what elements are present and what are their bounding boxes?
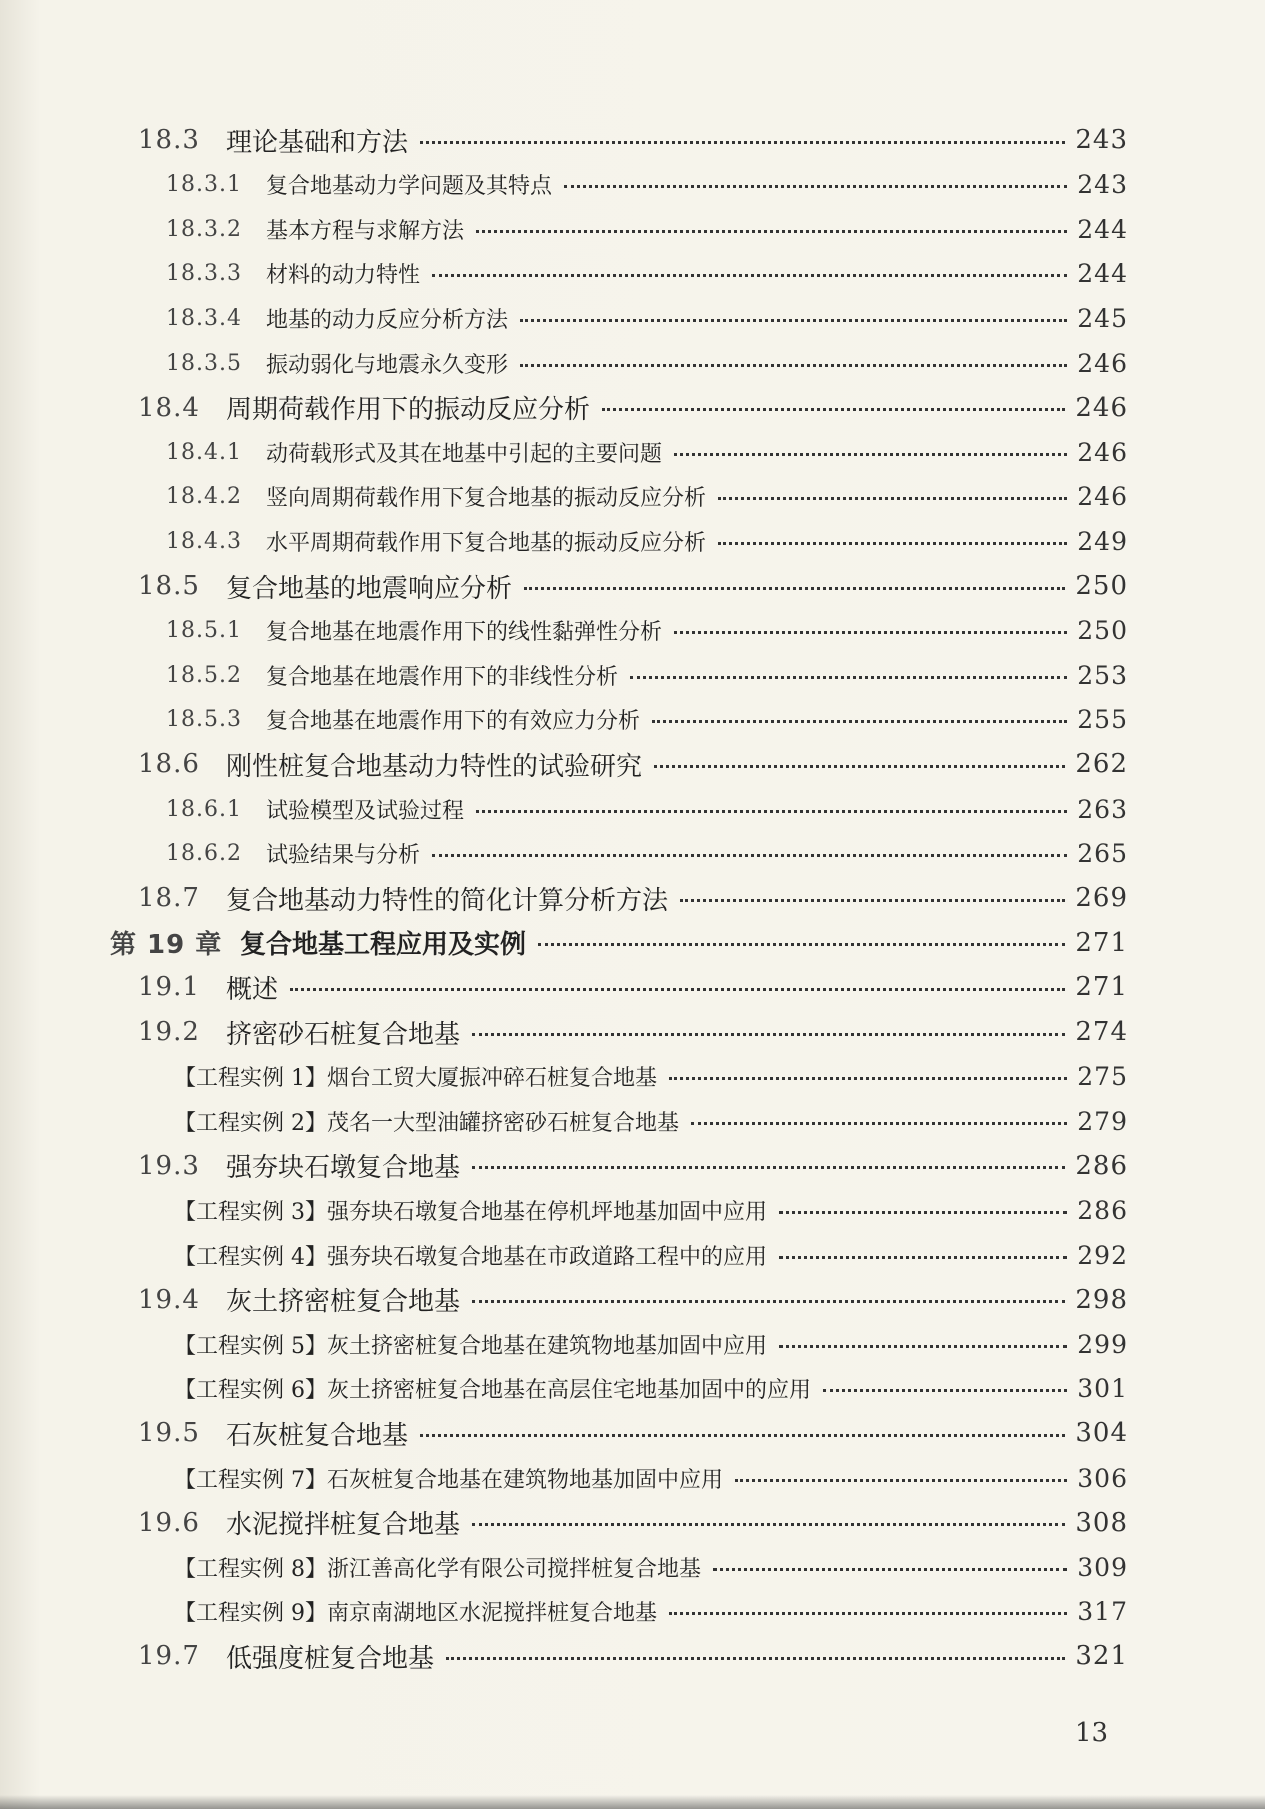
toc-page-number: 250 (1075, 571, 1128, 601)
toc-entry (166, 655, 1128, 695)
toc-section-title: 挤密砂石桩复合地基 (226, 1019, 461, 1050)
toc-section-number: 18.6 (138, 749, 200, 780)
toc-leader-dots (564, 185, 1067, 188)
toc-leader-dots (718, 542, 1067, 545)
toc-entry (166, 298, 1128, 338)
toc-section-number: 18.3 (138, 125, 200, 155)
toc-leader-dots (674, 631, 1067, 634)
toc-section-title: 浙江善高化学有限公司搅拌桩复合地基 (327, 1556, 702, 1582)
toc-section-number: 18.4 (138, 392, 200, 423)
toc-section-number: 18.6.2 (166, 841, 242, 867)
toc-section-title: 强夯块石墩复合地基 (226, 1153, 461, 1184)
toc-entry (138, 967, 1128, 1007)
toc-page-number: 301 (1077, 1374, 1128, 1404)
toc-page-number: 246 (1077, 348, 1128, 378)
toc-page-number: 298 (1075, 1284, 1128, 1315)
toc-section-number: 19.4 (138, 1284, 200, 1315)
toc-page-number: 321 (1075, 1641, 1128, 1672)
toc-leader-dots (779, 1256, 1067, 1259)
toc-section-number: 18.5.3 (166, 707, 242, 733)
toc-leader-dots (674, 453, 1067, 456)
toc-leader-dots (779, 1345, 1067, 1348)
toc-section-number: 18.4.1 (166, 439, 242, 465)
toc-section-number: 18.3.5 (166, 350, 242, 376)
toc-entry (138, 1146, 1128, 1186)
toc-section-title: 复合地基在地震作用下的线性黏弹性分析 (266, 620, 663, 646)
toc-leader-dots (472, 1523, 1065, 1526)
toc-entry (166, 700, 1128, 740)
toc-section-number: 18.6.1 (166, 796, 242, 822)
toc-example-tag: 【工程实例 6】 (174, 1378, 327, 1404)
toc-page-number: 279 (1077, 1106, 1128, 1136)
toc-leader-dots (420, 1434, 1065, 1437)
toc-page-number: 269 (1075, 883, 1128, 914)
toc-section-number: 19.5 (138, 1418, 200, 1449)
toc-leader-dots (654, 765, 1065, 768)
toc-leader-dots (472, 1166, 1065, 1169)
toc-section-title: 强夯块石墩复合地基在停机坪地基加固中应用 (327, 1199, 768, 1225)
toc-example-tag: 【工程实例 7】 (174, 1467, 327, 1493)
toc-entry (174, 1369, 1128, 1409)
toc-leader-dots (420, 141, 1065, 144)
toc-section-title: 水平周期荷载作用下复合地基的振动反应分析 (266, 530, 707, 556)
toc-leader-dots (669, 1612, 1067, 1615)
toc-example-tag: 【工程实例 2】 (174, 1110, 327, 1136)
toc-entry (138, 744, 1128, 784)
toc-section-number: 18.5.1 (166, 618, 242, 644)
toc-page-number: 262 (1075, 749, 1128, 780)
page-number: 13 (1075, 1718, 1109, 1748)
toc-page-number: 243 (1077, 170, 1128, 200)
toc-entry (166, 611, 1128, 651)
toc-entry (166, 789, 1128, 829)
toc-leader-dots (476, 810, 1067, 813)
toc-page-number: 304 (1075, 1418, 1128, 1449)
toc-page-number: 299 (1077, 1329, 1128, 1359)
toc-entry (174, 1547, 1128, 1587)
toc-section-title: 地基的动力反应分析方法 (266, 307, 509, 333)
toc-section-title: 复合地基工程应用及实例 (240, 930, 527, 961)
toc-page-number: 243 (1075, 125, 1128, 155)
toc-leader-dots (290, 988, 1065, 991)
toc-page-number: 250 (1077, 616, 1128, 646)
toc-section-title: 试验模型及试验过程 (266, 798, 465, 824)
toc-entry (138, 1636, 1128, 1676)
toc-page-number: 263 (1077, 794, 1128, 824)
toc-section-number: 18.5.2 (166, 662, 242, 688)
toc-section-title: 复合地基动力学问题及其特点 (266, 174, 553, 200)
toc-entry (174, 1057, 1128, 1097)
toc-section-title: 概述 (226, 974, 279, 1005)
toc-example-tag: 【工程实例 4】 (174, 1244, 327, 1270)
toc-entry (166, 209, 1128, 249)
toc-entry (166, 834, 1128, 874)
toc-leader-dots (779, 1211, 1067, 1214)
toc-leader-dots (713, 1568, 1067, 1571)
toc-section-number: 18.4.3 (166, 528, 242, 554)
toc-section-title: 复合地基在地震作用下的非线性分析 (266, 664, 619, 690)
toc-section-title: 振动弱化与地震永久变形 (266, 352, 509, 378)
toc-section-title: 石灰桩复合地基在建筑物地基加固中应用 (327, 1467, 724, 1493)
toc-section-title: 水泥搅拌桩复合地基 (226, 1510, 461, 1541)
toc-page-number: 271 (1075, 927, 1128, 958)
toc-section-title: 灰土挤密桩复合地基在高层住宅地基加固中的应用 (327, 1378, 812, 1404)
toc-section-title: 材料的动力特性 (266, 263, 421, 289)
toc-section-title: 基本方程与求解方法 (266, 218, 465, 244)
toc-page-number: 317 (1077, 1597, 1128, 1627)
toc-leader-dots (520, 319, 1067, 322)
toc-section-title: 灰土挤密桩复合地基 (226, 1287, 461, 1318)
scan-edge-shadow (0, 1795, 1265, 1809)
toc-leader-dots (432, 854, 1067, 857)
toc-section-number: 19.2 (138, 1017, 200, 1047)
toc-example-tag: 【工程实例 8】 (174, 1556, 327, 1582)
toc-page-number: 246 (1075, 392, 1128, 423)
toc-entry (174, 1101, 1128, 1141)
toc-section-number: 18.5 (138, 571, 200, 601)
toc-page-number: 249 (1077, 526, 1128, 556)
toc-entry (138, 388, 1128, 428)
toc-leader-dots (446, 1657, 1065, 1660)
toc-entry (138, 1503, 1128, 1543)
toc-section-title: 烟台工贸大厦振冲碎石桩复合地基 (327, 1066, 658, 1092)
toc-page-number: 244 (1077, 259, 1128, 289)
toc-section-title: 竖向周期荷载作用下复合地基的振动反应分析 (266, 486, 707, 512)
toc-section-number: 18.3.1 (166, 172, 242, 198)
toc-section-title: 低强度桩复合地基 (226, 1643, 435, 1674)
toc-leader-dots (538, 943, 1065, 946)
toc-page-number: 245 (1077, 303, 1128, 333)
toc-leader-dots (476, 230, 1067, 233)
toc-section-title: 石灰桩复合地基 (226, 1420, 409, 1451)
toc-leader-dots (823, 1389, 1067, 1392)
toc-entry (166, 432, 1128, 472)
toc-section-title: 动荷载形式及其在地基中引起的主要问题 (266, 441, 663, 467)
toc-page-number: 308 (1075, 1507, 1128, 1538)
toc-entry (174, 1324, 1128, 1364)
toc-example-tag: 【工程实例 1】 (174, 1066, 327, 1092)
toc-leader-dots (669, 1077, 1067, 1080)
toc-section-number: 19.7 (138, 1641, 200, 1672)
toc-leader-dots (520, 364, 1067, 367)
toc-section-number: 18.3.4 (166, 305, 242, 331)
toc-entry (174, 1190, 1128, 1230)
toc-section-title: 灰土挤密桩复合地基在建筑物地基加固中应用 (327, 1333, 768, 1359)
toc-page-number: 275 (1077, 1062, 1128, 1092)
toc-section-title: 理论基础和方法 (226, 127, 409, 158)
toc-page-number: 255 (1077, 705, 1128, 735)
toc-entry (138, 1012, 1128, 1052)
toc-leader-dots (735, 1479, 1067, 1482)
toc-section-number: 18.7 (138, 883, 200, 914)
toc-leader-dots (691, 1122, 1067, 1125)
toc-section-title: 复合地基动力特性的简化计算分析方法 (226, 885, 669, 916)
toc-section-number: 19.3 (138, 1150, 200, 1181)
toc-entry (166, 165, 1128, 205)
toc-leader-dots (472, 1033, 1065, 1036)
toc-leader-dots (524, 587, 1065, 590)
toc-page-number: 253 (1077, 660, 1128, 690)
toc-page-number: 246 (1077, 482, 1128, 512)
toc-section-title: 试验结果与分析 (266, 843, 421, 869)
toc-page-number: 274 (1075, 1017, 1128, 1047)
toc-entry (174, 1458, 1128, 1498)
toc-section-number: 18.3.2 (166, 216, 242, 242)
toc-entry (166, 477, 1128, 517)
toc-page-number: 292 (1077, 1240, 1128, 1270)
toc-page-number: 246 (1077, 437, 1128, 467)
toc-entry (166, 343, 1128, 383)
toc-entry (166, 254, 1128, 294)
toc-leader-dots (472, 1300, 1065, 1303)
toc-section-title: 强夯块石墩复合地基在市政道路工程中的应用 (327, 1244, 768, 1270)
toc-entry (138, 878, 1128, 918)
toc-section-title: 复合地基在地震作用下的有效应力分析 (266, 709, 641, 735)
toc-example-tag: 【工程实例 3】 (174, 1199, 327, 1225)
toc-section-title: 茂名一大型油罐挤密砂石桩复合地基 (327, 1110, 680, 1136)
toc-page-number: 306 (1077, 1463, 1128, 1493)
toc-entry (166, 521, 1128, 561)
toc-page-number: 271 (1075, 972, 1128, 1003)
toc-section-number: 18.4.2 (166, 484, 242, 510)
toc-entry (138, 1280, 1128, 1320)
toc-section-number: 19.1 (138, 972, 200, 1003)
toc-section-title: 复合地基的地震响应分析 (226, 573, 513, 604)
toc-leader-dots (718, 497, 1067, 500)
toc-leader-dots (680, 899, 1065, 902)
toc-section-title: 周期荷载作用下的振动反应分析 (226, 395, 591, 426)
toc-entry (174, 1592, 1128, 1632)
toc-section-number: 第 19 章 (110, 930, 223, 961)
toc-leader-dots (432, 274, 1067, 277)
toc-section-title: 南京南湖地区水泥搅拌桩复合地基 (327, 1601, 658, 1627)
toc-entry (138, 1413, 1128, 1453)
toc-section-title: 刚性桩复合地基动力特性的试验研究 (226, 751, 643, 782)
toc-section-number: 19.6 (138, 1507, 200, 1538)
toc-entry (138, 566, 1128, 606)
toc-example-tag: 【工程实例 9】 (174, 1601, 327, 1627)
toc-page-number: 286 (1077, 1195, 1128, 1225)
toc-page-number: 309 (1077, 1552, 1128, 1582)
toc-leader-dots (602, 408, 1065, 411)
toc-chapter-entry (110, 923, 1128, 963)
toc-section-number: 18.3.3 (166, 261, 242, 287)
toc-page-number: 265 (1077, 839, 1128, 869)
toc-example-tag: 【工程实例 5】 (174, 1333, 327, 1359)
toc-page-number: 244 (1077, 214, 1128, 244)
toc-entry (174, 1235, 1128, 1275)
toc-entry (138, 120, 1128, 160)
toc-page-number: 286 (1075, 1150, 1128, 1181)
toc-leader-dots (630, 676, 1067, 679)
toc-leader-dots (652, 720, 1067, 723)
